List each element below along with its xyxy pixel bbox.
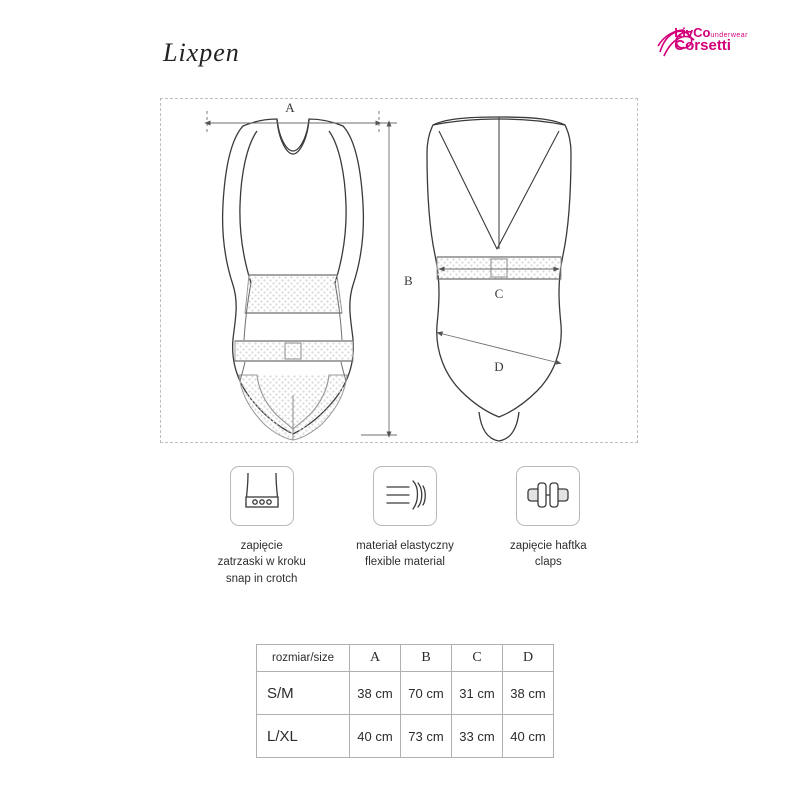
cell-c: 33 cm	[452, 715, 503, 758]
snap-crotch-icon	[230, 466, 294, 526]
clasp-icon	[516, 466, 580, 526]
cell-a: 38 cm	[350, 672, 401, 715]
feature-item	[477, 466, 620, 587]
dimension-label-b: B	[404, 273, 413, 288]
feature-item	[333, 466, 476, 587]
feature-item	[190, 466, 333, 587]
table-header-c: C	[452, 645, 503, 672]
feature-label-line2: flexible material	[365, 556, 445, 569]
table-header-d: D	[503, 645, 554, 672]
table-header-a: A	[350, 645, 401, 672]
row-size-label: S/M	[257, 672, 350, 715]
technical-drawing-panel	[160, 98, 638, 443]
technical-drawing-svg	[161, 99, 637, 442]
logo-line1-main: LivCo	[674, 25, 711, 40]
table-header-row	[257, 645, 554, 672]
size-table	[256, 644, 554, 758]
row-size-label: L/XL	[257, 715, 350, 758]
feature-list	[190, 466, 620, 587]
dimension-label-a: A	[285, 100, 295, 115]
table-row	[257, 672, 554, 715]
feature-label-line2: zatrzaski w kroku	[217, 556, 306, 569]
logo-line2: Corsetti	[674, 36, 731, 54]
feature-label-line2: claps	[534, 556, 562, 569]
table-header-size: rozmiar/size	[257, 645, 350, 672]
feature-label-line1: materiał elastyczny	[356, 540, 454, 552]
cell-d: 40 cm	[503, 715, 554, 758]
elastic-material-icon	[373, 466, 437, 526]
logo-line1-sub: underwear	[710, 32, 748, 39]
dimension-label-d: D	[494, 359, 504, 374]
cell-a: 40 cm	[350, 715, 401, 758]
page-title: Lixpen	[163, 38, 240, 67]
cell-b: 73 cm	[401, 715, 452, 758]
table-header-b: B	[401, 645, 452, 672]
brand-logo-text	[674, 26, 748, 53]
feature-label-line1: zapięcie	[240, 540, 283, 552]
cell-d: 38 cm	[503, 672, 554, 715]
feature-label-line1: zapięcie haftka	[509, 540, 587, 552]
table-row	[257, 715, 554, 758]
cell-c: 31 cm	[452, 672, 503, 715]
cell-b: 70 cm	[401, 672, 452, 715]
feature-label-line3: snap in crotch	[225, 572, 298, 585]
dimension-label-c: C	[494, 286, 504, 301]
